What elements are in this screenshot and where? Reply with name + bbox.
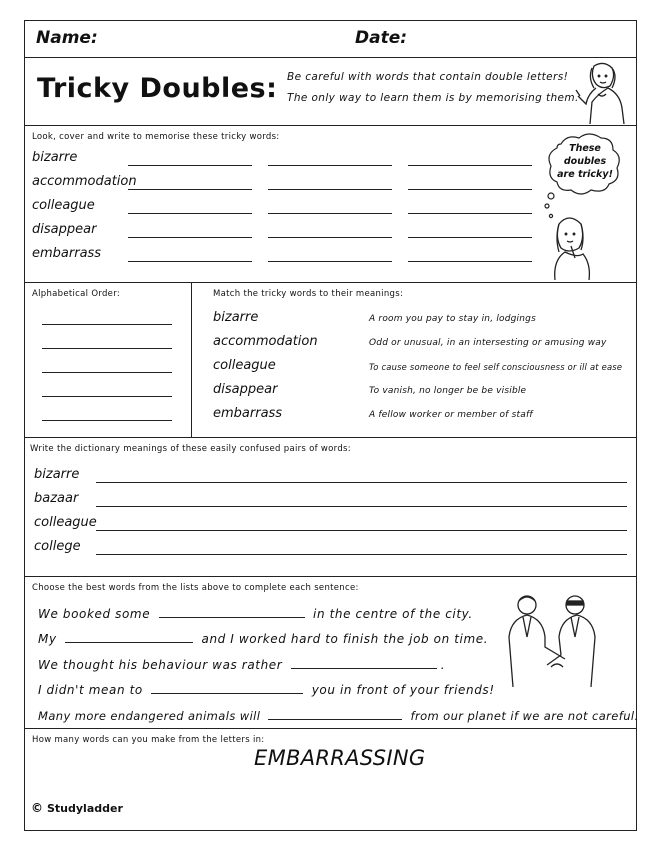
- sentence-5-blank[interactable]: [268, 707, 402, 720]
- sentence-4-blank[interactable]: [151, 681, 303, 694]
- sentence-3-start: We thought his behaviour was rather: [38, 658, 283, 672]
- sentence-4-end: you in front of your friends!: [311, 683, 495, 697]
- pair-word-3: colleague: [34, 515, 97, 530]
- write-line[interactable]: [268, 189, 392, 190]
- studyladder-logo: Studyladder: [47, 802, 123, 815]
- intro-line-1: Be careful with words that contain double letters!: [287, 71, 569, 83]
- match-word-3: colleague: [213, 358, 276, 373]
- pair-word-4: college: [34, 539, 81, 554]
- meaning-line[interactable]: [96, 530, 627, 531]
- sentence-3-end: .: [440, 658, 446, 672]
- alphabetical-order-label: Alphabetical Order:: [32, 289, 121, 299]
- tricky-word-4: disappear: [32, 222, 97, 237]
- write-line[interactable]: [408, 165, 532, 166]
- write-line[interactable]: [408, 237, 532, 238]
- meaning-5: A fellow worker or member of staff: [369, 410, 533, 420]
- write-line[interactable]: [128, 237, 252, 238]
- write-line[interactable]: [408, 261, 532, 262]
- match-word-5: embarrass: [213, 406, 283, 421]
- meaning-line[interactable]: [96, 554, 627, 555]
- alpha-line[interactable]: [42, 396, 172, 397]
- sentence-2: [38, 630, 488, 646]
- match-word-1: bizarre: [213, 310, 259, 325]
- pair-word-2: bazaar: [34, 491, 79, 506]
- sentence-1-end: in the centre of the city.: [313, 607, 473, 621]
- sentence-1-blank[interactable]: [159, 605, 305, 618]
- section-dictionary-meanings: [25, 438, 636, 577]
- sentence-4-start: I didn't mean to: [38, 683, 143, 697]
- tricky-word-3: colleague: [32, 198, 95, 213]
- write-line[interactable]: [268, 165, 392, 166]
- sentence-2-end: and I worked hard to finish the job on time.: [201, 632, 489, 646]
- pair-word-1: bizarre: [34, 467, 80, 482]
- column-divider: [191, 283, 192, 437]
- section-word-builder: [25, 729, 636, 830]
- alpha-line[interactable]: [42, 348, 172, 349]
- thinking-girl-illustration: [545, 214, 595, 280]
- write-line[interactable]: [268, 237, 392, 238]
- section-complete-sentences: [25, 577, 639, 729]
- page-title: Tricky Doubles:: [37, 73, 278, 104]
- meaning-2: Odd or unusual, in an intersesting or amusing way: [369, 338, 607, 348]
- sentence-5: [38, 707, 639, 723]
- match-word-2: accommodation: [213, 334, 318, 349]
- write-line[interactable]: [128, 189, 252, 190]
- sentence-5-start: Many more endangered animals will: [38, 709, 261, 723]
- write-line[interactable]: [128, 261, 252, 262]
- meaning-line[interactable]: [96, 506, 627, 507]
- match-instruction: Match the tricky words to their meanings:: [213, 289, 404, 299]
- meaning-line[interactable]: [96, 482, 627, 483]
- section-look-cover-write: [25, 126, 636, 283]
- write-line[interactable]: [268, 261, 392, 262]
- section4-instruction: Choose the best words from the lists above to complete each sentence:: [32, 583, 359, 593]
- sentence-3: [38, 656, 445, 672]
- write-line[interactable]: [408, 213, 532, 214]
- sentence-5-end: from our planet if we are not careful.: [410, 709, 639, 723]
- sentence-1: [38, 605, 473, 621]
- sentence-3-blank[interactable]: [291, 656, 437, 669]
- section3-instruction: Write the dictionary meanings of these easily confused pairs of words:: [30, 444, 351, 454]
- section5-instruction: How many words can you make from the letters in:: [32, 735, 265, 745]
- write-line[interactable]: [268, 213, 392, 214]
- alpha-line[interactable]: [42, 420, 172, 421]
- write-line[interactable]: [128, 213, 252, 214]
- write-line[interactable]: [408, 189, 532, 190]
- meaning-3: To cause someone to feel self consciousness or ill at ease: [369, 362, 623, 372]
- meaning-1: A room you pay to stay in, lodgings: [369, 314, 536, 324]
- header-row: [25, 21, 636, 58]
- alpha-line[interactable]: [42, 372, 172, 373]
- sentence-4: [38, 681, 495, 697]
- section-alphabetical-match: [25, 283, 636, 438]
- worksheet: [24, 20, 637, 831]
- tricky-word-5: embarrass: [32, 246, 102, 261]
- sentence-1-start: We booked some: [38, 607, 151, 621]
- sentence-2-blank[interactable]: [65, 630, 193, 643]
- handshake-illustration: [497, 591, 607, 687]
- intro-line-2: The only way to learn them is by memorising them.: [287, 92, 579, 104]
- title-row: [25, 58, 636, 126]
- write-line[interactable]: [128, 165, 252, 166]
- date-label: Date:: [355, 28, 408, 48]
- sentence-2-start: My: [38, 632, 57, 646]
- name-label: Name:: [36, 28, 98, 48]
- big-word: EMBARRASSING: [254, 746, 426, 770]
- alpha-line[interactable]: [42, 324, 172, 325]
- teacher-pointing-illustration: [568, 60, 628, 124]
- thought-bubble-text: These doubles are tricky!: [557, 143, 613, 180]
- section1-instruction: Look, cover and write to memorise these tricky words:: [32, 132, 280, 142]
- match-word-4: disappear: [213, 382, 278, 397]
- meaning-4: To vanish, no longer be be visible: [369, 386, 527, 396]
- tricky-word-1: bizarre: [32, 150, 78, 165]
- copyright-symbol: ©: [31, 801, 43, 815]
- tricky-word-2: accommodation: [32, 174, 137, 189]
